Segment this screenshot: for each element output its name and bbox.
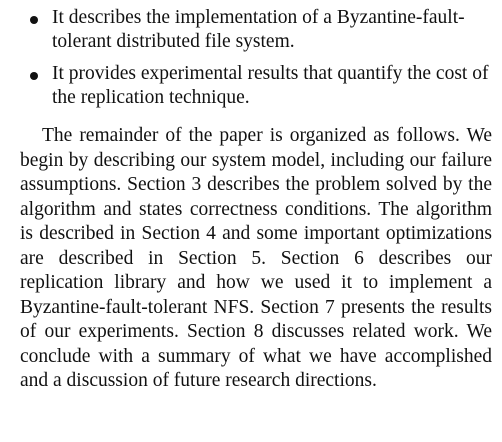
bullet-icon — [30, 16, 38, 24]
contribution-list — [20, 6, 492, 110]
organization-paragraph: The remainder of the paper is organized as follows. We begin by describing our system model, including our failure assumptions. Section 3 describes the problem solved by the algorithm and states correctness conditions. The algorithm is described in Section 4 and some important optimizations are described in Section 5. Section 6 describes our replication library and how we used it to implement a Byzantine-fault-tolerant NFS. Section 7 presents the results of our experiments. Section 8 discusses related work. We conclude with a summary of what we have accomplished and a discussion of future research directions. — [20, 125, 492, 391]
bullet-icon — [30, 72, 38, 80]
paper-page — [20, 6, 492, 394]
list-item-text: It provides experimental results that quantify the cost of the replication technique. — [52, 63, 489, 108]
list-item-text: It describes the implementation of a Byzantine-fault-tolerant distributed file system. — [52, 7, 465, 52]
list-item — [20, 62, 492, 110]
list-item — [20, 6, 492, 54]
